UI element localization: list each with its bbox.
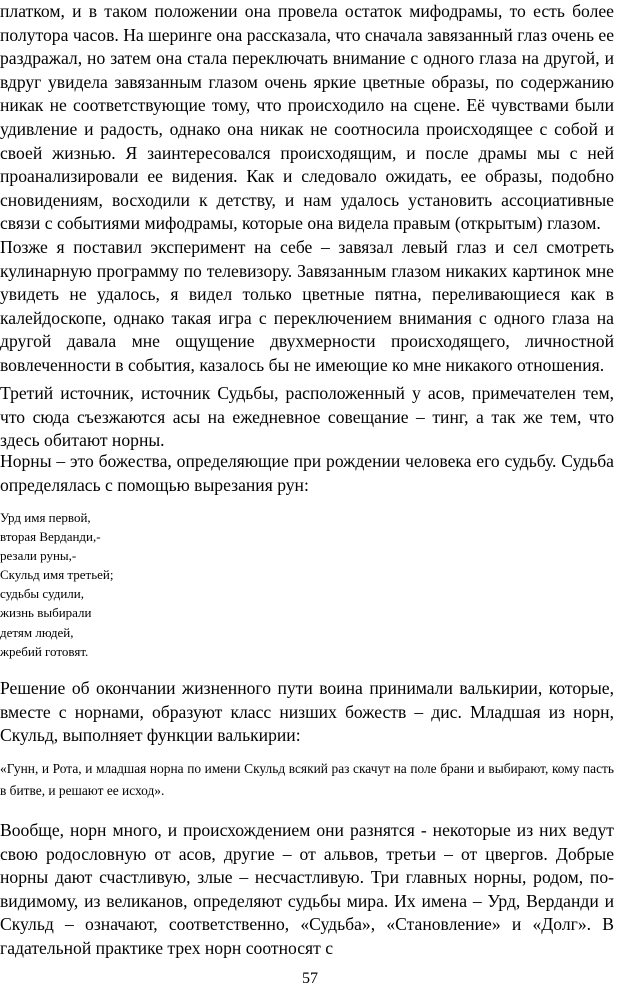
poem-line: Скульд имя третьей;	[0, 567, 114, 583]
poem-line: жребий готовят.	[0, 643, 89, 659]
quote-skuld: «Гунн, и Рота, и младшая норна по имени Скульд всякий раз скачут на поле брани и выбирают, кому пасть в битве, и решают ее исход».	[0, 761, 614, 798]
poem-line: детям людей,	[0, 624, 74, 640]
paragraph-self-experiment: Позже я поставил эксперимент на себе – завязал левый глаз и сел смотреть кулинарную программу по телевизору. Завязанным глазом никаких картинок мне увидеть не удалось, я видел только цветные пятна, переливающиеся как в калейдоскопе, однако такая игра с переключением внимания с одного глаза на другой давала мне ощущение двухмерности происходящего, личностной вовлеченности в события, казалось бы не имеющие ко мне никакого отношения.	[0, 237, 614, 375]
paragraph-norns-origins: Вообще, норн много, и происхождением они разнятся - некоторые из них ведут свою родословную от асов, другие – от альвов, третьи – от цвергов. Добрые норны дают счастливую, злые – несчастливую. Три главных норны, родом, по-видимому, из великанов, определяют судьбы мира. Их имена – Урд, Верданди и Скульд – означают, соответственно, «Судьба», «Становление» и «Долг». В гадательной практике трех норн соотносят с	[0, 820, 614, 958]
paragraph-norns-definition: Норны – это божества, определяющие при рождении человека его судьбу. Судьба определялась с помощью вырезания рун:	[0, 451, 614, 495]
page-number: 57	[302, 970, 318, 987]
paragraph-mythodrama-experience: платком, и в таком положении она провела остаток мифодрамы, то есть более полутора часов. На шеринге она рассказала, что сначала завязанный глаз очень ее раздражал, но затем она стала переключать внимание с одного глаза на другой, и вдруг увидела завязанным глазом очень яркие цветные образы, по содержанию никак не соответствующие тому, что происходило на сцене. Её чувствами были удивление и радость, однако она никак не соотносила происходящее с собой и своей жизнью. Я заинтересовался происходящим, и после драмы мы с ней проанализировали ее видения. Как и следовало ожидать, ее образы, подобно сновидениям, восходили к детству, и нам удалось установить ассоциативные связи с событиями мифодрамы, которые она видела правым (открытым) глазом.	[0, 1, 614, 234]
poem-line: резали руны,-	[0, 548, 77, 564]
paragraph-valkyries: Решение об окончании жизненного пути воина принимали валькирии, которые, вместе с норнами, образуют класс низших божеств – дис. Младшая из норн, Скульд, выполняет функции валькирии:	[0, 678, 614, 746]
poem-verse	[0, 508, 113, 661]
poem-line: Урд имя первой,	[0, 510, 91, 525]
poem-line: жизнь выбирали	[0, 605, 92, 621]
poem-line: судьбы судили,	[0, 586, 84, 602]
poem-line: вторая Верданди,-	[0, 529, 101, 545]
paragraph-source-of-fate: Третий источник, источник Судьбы, расположенный у асов, примечателен тем, что сюда съезжаются асы на ежедневное совещание – тинг, а так же тем, что здесь обитают норны.	[0, 383, 614, 451]
